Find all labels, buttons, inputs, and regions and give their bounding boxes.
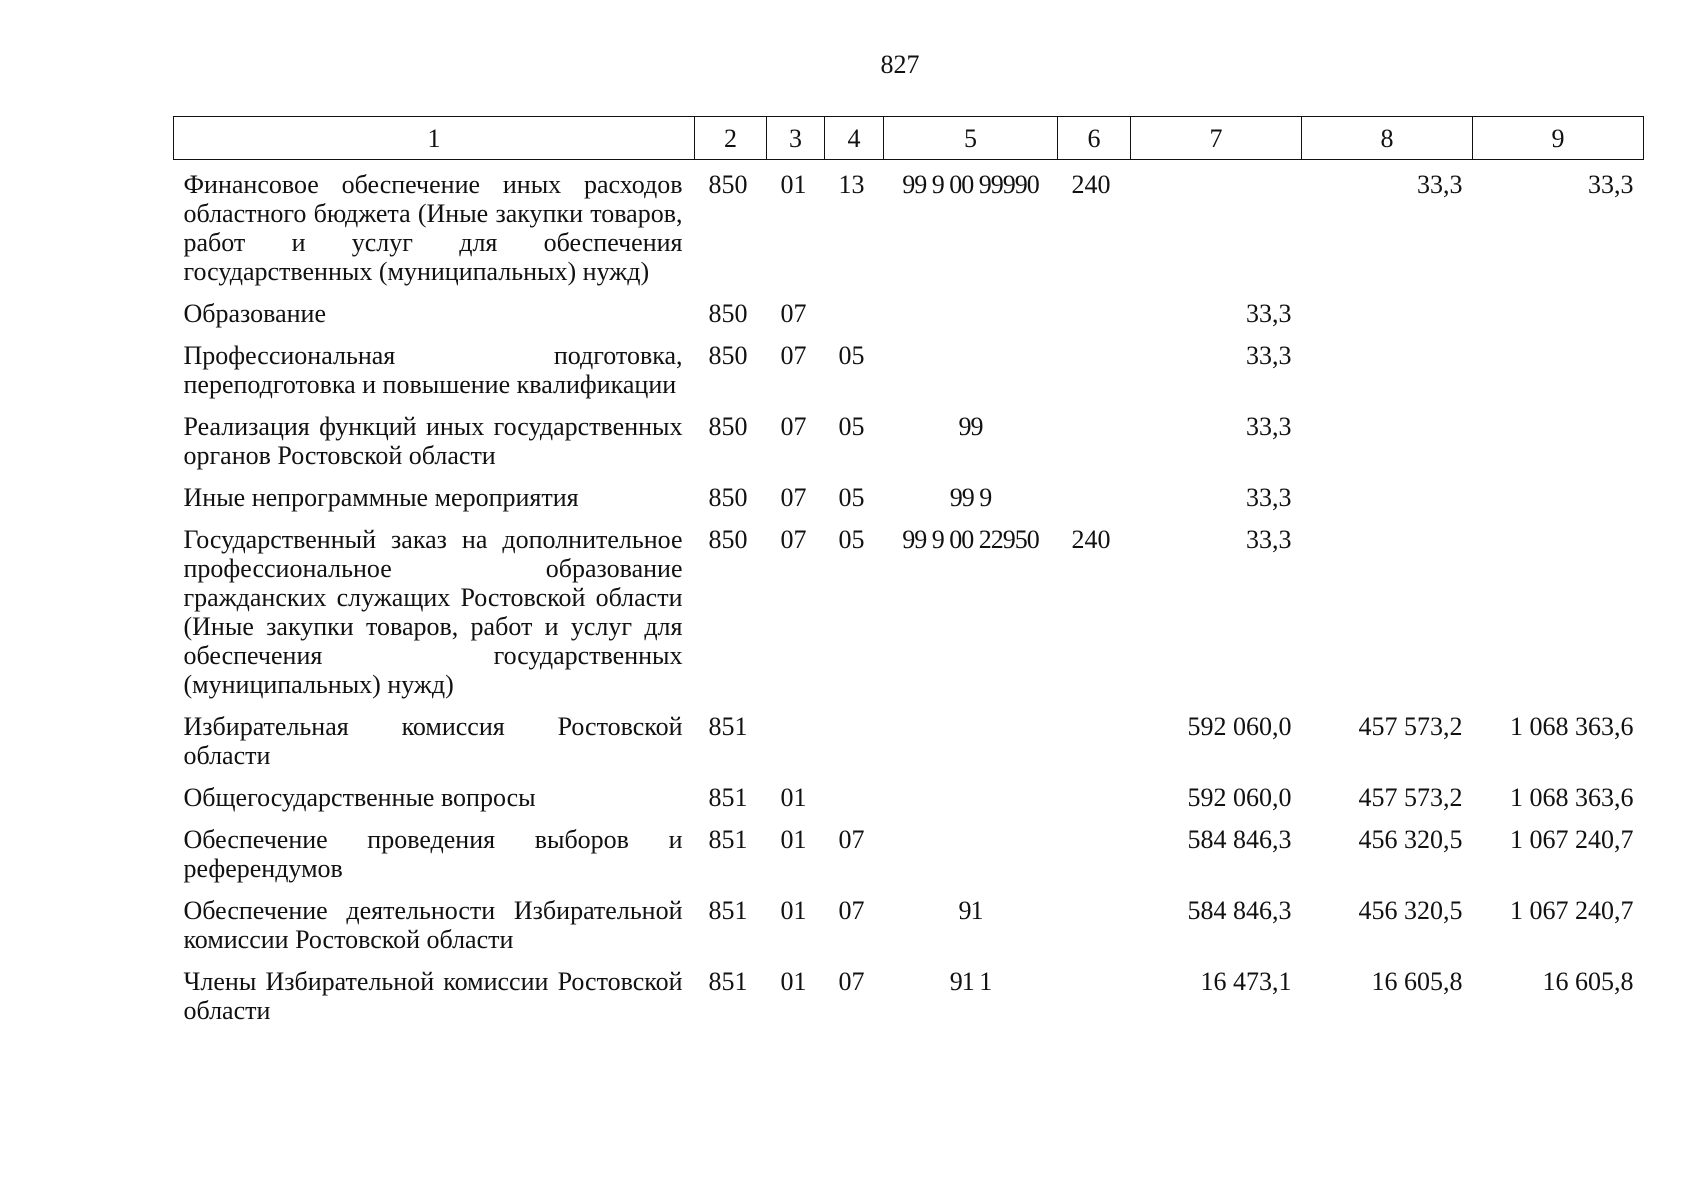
row-name: Реализация функций иных государственных органов Ростовской области: [183, 412, 683, 470]
cell-col-4: 07: [838, 896, 865, 925]
cell-col-2: 851: [708, 712, 748, 741]
cell-col-5: 99: [958, 412, 983, 441]
budget-table: [173, 116, 1644, 1028]
cell-col-8: [1302, 289, 1473, 331]
cell-col-6: [1058, 473, 1131, 515]
table-row: [174, 815, 1644, 886]
cell-col-8: [1302, 402, 1473, 473]
cell-col-4: [825, 702, 884, 773]
table-row: [174, 473, 1644, 515]
cell-col-6: [1058, 886, 1131, 957]
cell-col-6: 240: [1071, 170, 1111, 199]
row-name: Иные непрограммные мероприятия: [183, 483, 579, 512]
row-name: Члены Избирательной комиссии Ростовской области: [183, 967, 683, 1025]
cell-col-3: 01: [780, 783, 807, 812]
table-row: [174, 886, 1644, 957]
table-row: [174, 515, 1644, 702]
cell-col-5: 99 9: [949, 483, 992, 512]
cell-col-3: 01: [780, 825, 807, 854]
cell-col-5: [884, 773, 1058, 815]
cell-col-9: 1 067 240,7: [1510, 896, 1634, 925]
cell-col-3: 01: [780, 967, 807, 996]
cell-col-6: 240: [1071, 525, 1111, 554]
table-row: [174, 289, 1644, 331]
cell-col-5: [884, 815, 1058, 886]
cell-col-4: 05: [838, 341, 865, 370]
cell-col-7: 592 060,0: [1187, 712, 1292, 741]
cell-col-9: [1473, 402, 1644, 473]
cell-col-8: 457 573,2: [1358, 712, 1463, 741]
cell-col-4: 05: [838, 412, 865, 441]
row-name: Образование: [183, 299, 327, 328]
cell-col-8: 456 320,5: [1358, 896, 1463, 925]
cell-col-8: [1302, 331, 1473, 402]
cell-col-7: 33,3: [1246, 412, 1292, 441]
table-row: [174, 957, 1644, 1028]
cell-col-2: 850: [708, 341, 748, 370]
cell-col-7: 33,3: [1246, 483, 1292, 512]
table-row: [174, 331, 1644, 402]
table-row: [174, 773, 1644, 815]
cell-col-4: 07: [838, 825, 865, 854]
cell-col-3: 07: [780, 299, 807, 328]
cell-col-9: 16 605,8: [1542, 967, 1634, 996]
cell-col-5: [884, 702, 1058, 773]
cell-col-2: 851: [708, 967, 748, 996]
cell-col-5: 99 9 00 99990: [902, 170, 1039, 199]
cell-col-8: 457 573,2: [1358, 783, 1463, 812]
cell-col-2: 851: [708, 783, 748, 812]
cell-col-3: 07: [780, 412, 807, 441]
cell-col-2: 850: [708, 299, 748, 328]
header-col-5: 5: [884, 117, 1058, 160]
header-col-4: 4: [825, 117, 884, 160]
row-name: Обеспечение деятельности Избирательной комиссии Ростовской области: [183, 896, 683, 954]
cell-col-3: 01: [780, 896, 807, 925]
cell-col-9: [1473, 473, 1644, 515]
cell-col-6: [1058, 773, 1131, 815]
header-col-8: 8: [1302, 117, 1473, 160]
cell-col-7: 584 846,3: [1187, 896, 1292, 925]
row-name: Профессиональная подготовка, переподготовка и повышение квалификации: [183, 341, 683, 399]
row-name: Общегосударственные вопросы: [183, 783, 536, 812]
cell-col-7: 592 060,0: [1187, 783, 1292, 812]
cell-col-2: 850: [708, 525, 748, 554]
cell-col-9: [1473, 289, 1644, 331]
cell-col-3: 07: [780, 341, 807, 370]
cell-col-8: [1302, 515, 1473, 702]
cell-col-7: 33,3: [1246, 525, 1292, 554]
table-row: [174, 402, 1644, 473]
cell-col-2: 851: [708, 896, 748, 925]
cell-col-6: [1058, 957, 1131, 1028]
cell-col-3: 01: [780, 170, 807, 199]
header-col-2: 2: [695, 117, 767, 160]
cell-col-5: [884, 289, 1058, 331]
cell-col-9: 33,3: [1588, 170, 1634, 199]
cell-col-9: 1 067 240,7: [1510, 825, 1634, 854]
cell-col-8: 456 320,5: [1358, 825, 1463, 854]
cell-col-6: [1058, 289, 1131, 331]
cell-col-5: 91 1: [949, 967, 992, 996]
cell-col-9: [1473, 331, 1644, 402]
table-row: [174, 160, 1644, 290]
cell-col-7: 33,3: [1246, 299, 1292, 328]
row-name: Финансовое обеспечение иных расходов областного бюджета (Иные закупки товаров, работ и услуг для обеспечения государственных (муниципальных) нужд): [183, 170, 683, 286]
row-name: Избирательная комиссия Ростовской области: [183, 712, 683, 770]
cell-col-7: 33,3: [1246, 341, 1292, 370]
cell-col-9: 1 068 363,6: [1510, 783, 1634, 812]
cell-col-4: 05: [838, 483, 865, 512]
cell-col-3: 07: [780, 483, 807, 512]
cell-col-5: [884, 331, 1058, 402]
cell-col-6: [1058, 702, 1131, 773]
cell-col-7: [1131, 160, 1302, 290]
cell-col-4: [825, 773, 884, 815]
header-row: [174, 117, 1644, 160]
cell-col-4: 07: [838, 967, 865, 996]
page-number: 827: [880, 50, 920, 79]
header-col-3: 3: [767, 117, 825, 160]
cell-col-2: 850: [708, 483, 748, 512]
cell-col-6: [1058, 331, 1131, 402]
cell-col-4: [825, 289, 884, 331]
cell-col-2: 850: [708, 170, 748, 199]
cell-col-6: [1058, 402, 1131, 473]
cell-col-4: 05: [838, 525, 865, 554]
cell-col-2: 851: [708, 825, 748, 854]
cell-col-3: 07: [780, 525, 807, 554]
cell-col-6: [1058, 815, 1131, 886]
cell-col-4: 13: [838, 170, 865, 199]
cell-col-5: 91: [958, 896, 983, 925]
header-col-6: 6: [1058, 117, 1131, 160]
cell-col-8: 16 605,8: [1371, 967, 1463, 996]
cell-col-8: [1302, 473, 1473, 515]
cell-col-7: 584 846,3: [1187, 825, 1292, 854]
table-row: [174, 702, 1644, 773]
row-name: Обеспечение проведения выборов и референдумов: [183, 825, 683, 883]
cell-col-7: 16 473,1: [1200, 967, 1292, 996]
cell-col-5: 99 9 00 22950: [902, 525, 1039, 554]
cell-col-2: 850: [708, 412, 748, 441]
cell-col-9: 1 068 363,6: [1510, 712, 1634, 741]
header-col-1: 1: [174, 117, 695, 160]
header-col-7: 7: [1131, 117, 1302, 160]
cell-col-8: 33,3: [1417, 170, 1463, 199]
cell-col-3: [767, 702, 825, 773]
header-col-9: 9: [1473, 117, 1644, 160]
cell-col-9: [1473, 515, 1644, 702]
row-name: Государственный заказ на дополнительное профессиональное образование гражданских служащих Ростовской области (Иные закупки товаров, работ и услуг для обеспечения государственных (муниципальных) нужд): [183, 525, 683, 699]
